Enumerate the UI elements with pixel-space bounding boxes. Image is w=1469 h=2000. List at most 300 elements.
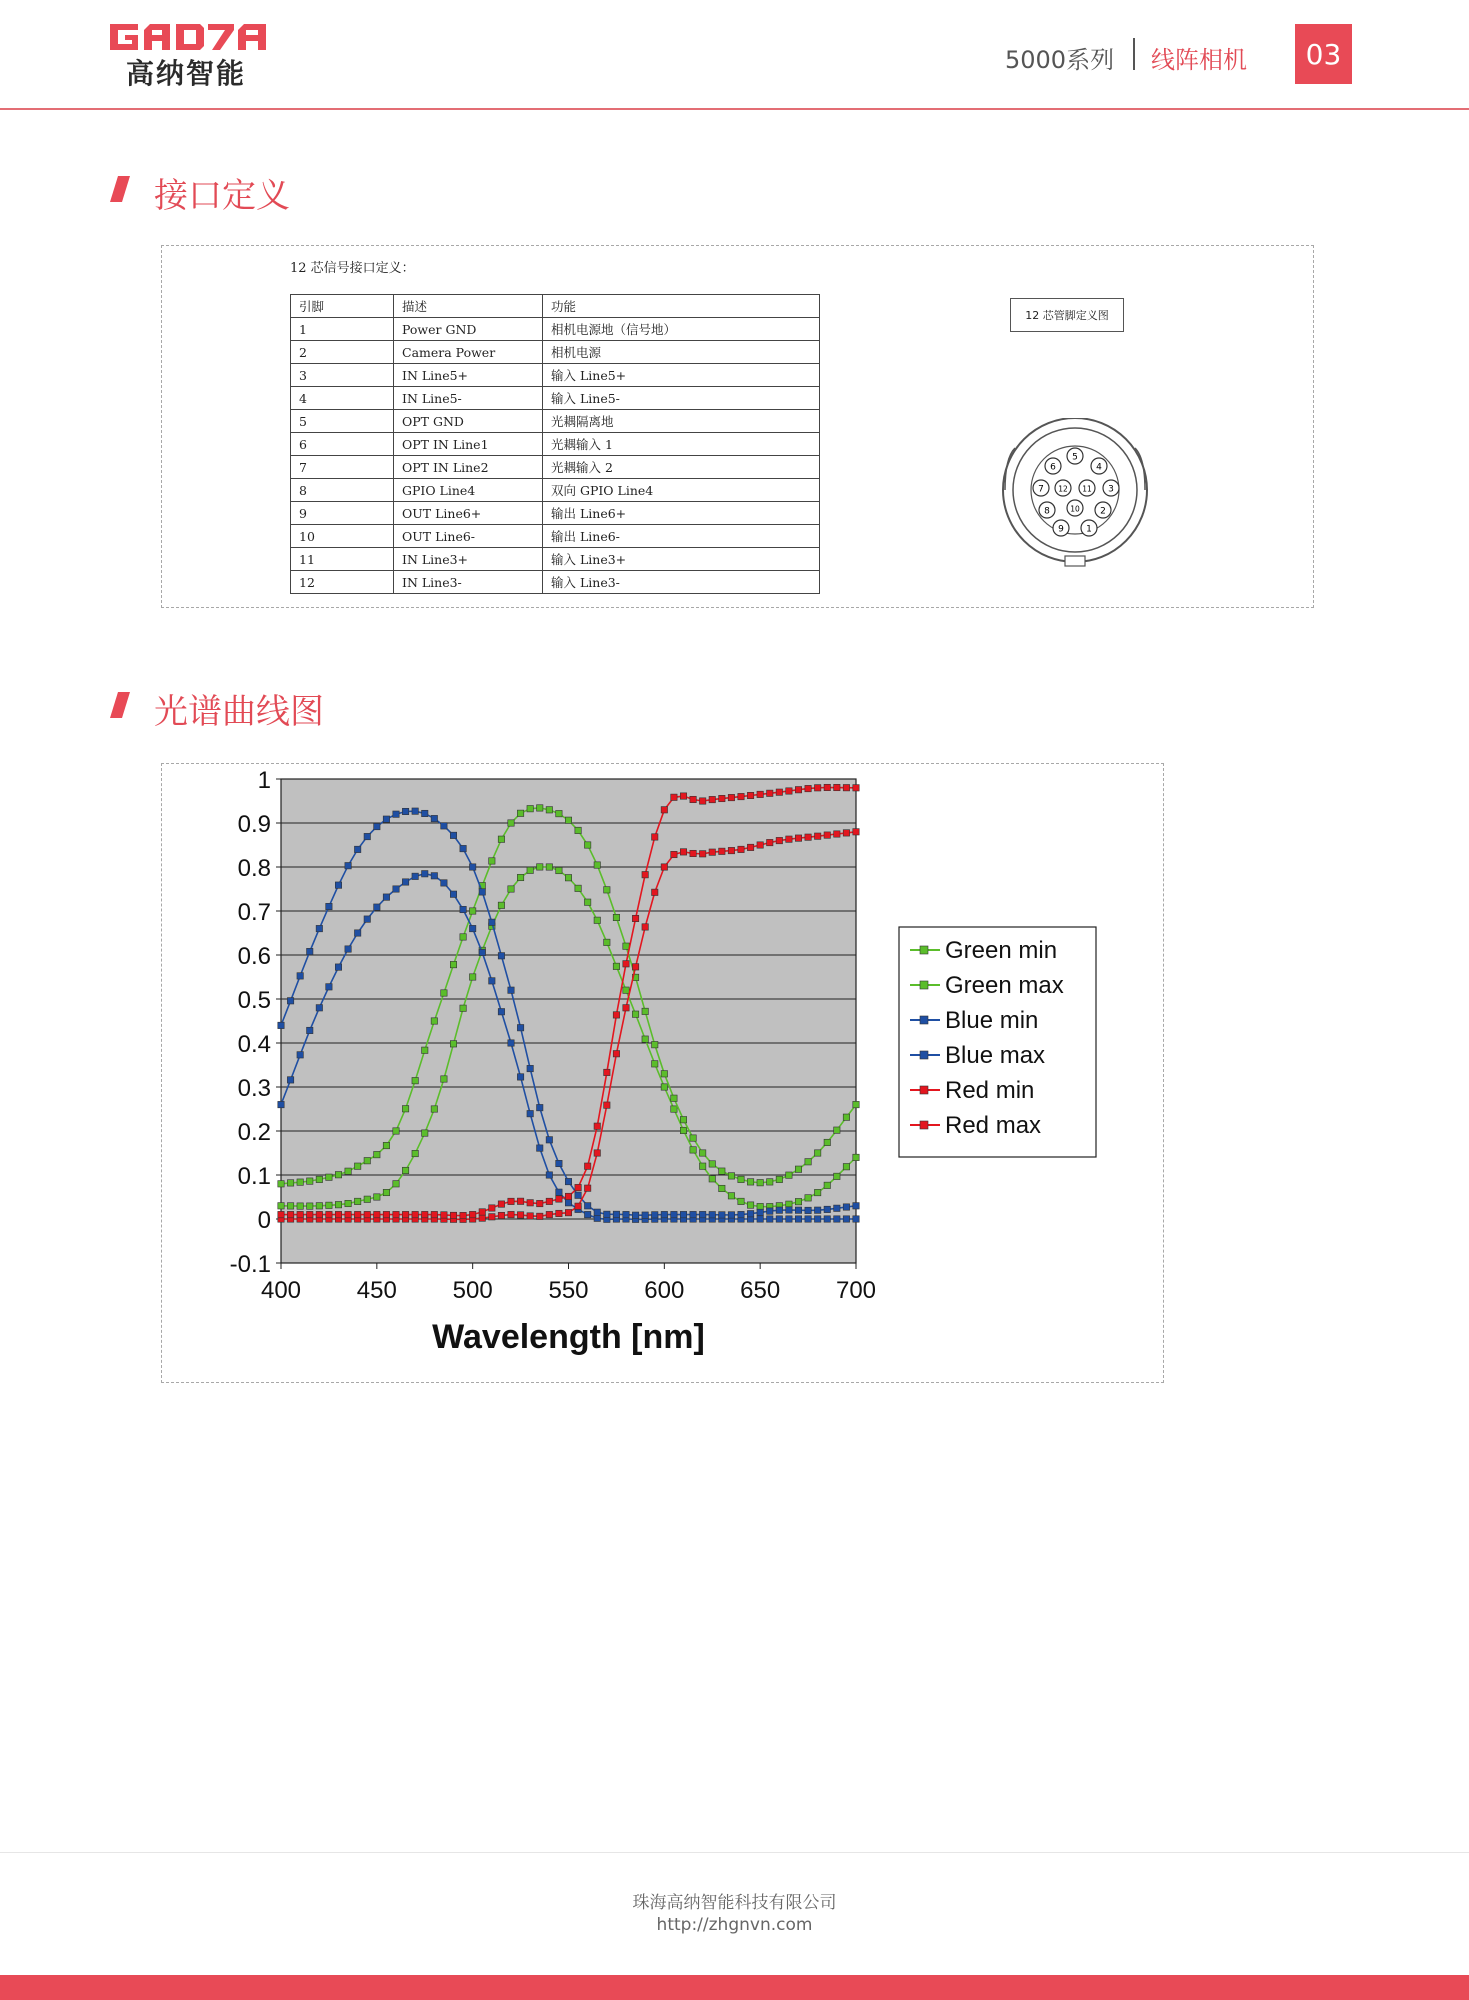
pin-table — [290, 294, 820, 594]
data-point — [757, 842, 763, 848]
data-point — [623, 987, 629, 993]
data-point — [575, 1192, 581, 1198]
table-row — [291, 571, 820, 594]
data-point — [383, 1142, 389, 1148]
data-point — [422, 810, 428, 816]
data-point — [709, 796, 715, 802]
col-function: 功能 — [543, 295, 820, 318]
data-point — [584, 1163, 590, 1169]
data-point — [422, 1130, 428, 1136]
data-point — [374, 1194, 380, 1200]
pin-description: OPT IN Line1 — [394, 433, 543, 456]
data-point — [699, 798, 705, 804]
data-point — [546, 807, 552, 813]
y-tick-label: 0 — [257, 1207, 271, 1234]
y-tick-label: 1 — [257, 767, 271, 794]
data-point — [537, 1145, 543, 1151]
pin-description: IN Line3+ — [394, 548, 543, 571]
pin-description: OUT Line6+ — [394, 502, 543, 525]
data-point — [527, 867, 533, 873]
data-point — [680, 849, 686, 855]
data-point — [527, 1200, 533, 1206]
data-point — [728, 847, 734, 853]
data-point — [747, 792, 753, 798]
data-point — [431, 1106, 437, 1112]
data-point — [278, 1101, 284, 1107]
data-point — [278, 1203, 284, 1209]
data-point — [345, 1168, 351, 1174]
data-point — [546, 864, 552, 870]
data-point — [374, 1151, 380, 1157]
connector-pin-label: 9 — [1058, 524, 1064, 535]
y-tick-label: 0.5 — [237, 987, 271, 1014]
data-point — [297, 1211, 303, 1217]
pin-table-body — [291, 318, 820, 594]
data-point — [795, 1216, 801, 1222]
data-point — [853, 1101, 859, 1107]
data-point — [671, 1106, 677, 1112]
data-point — [642, 1008, 648, 1014]
table-row — [291, 364, 820, 387]
data-point — [613, 1051, 619, 1057]
data-point — [623, 1211, 629, 1217]
data-point — [527, 1213, 533, 1219]
data-point — [690, 850, 696, 856]
legend-label: Red max — [945, 1112, 1042, 1139]
pin-function: 输出 Line6+ — [543, 502, 820, 525]
pin-function: 光耦输入 1 — [543, 433, 820, 456]
data-point — [728, 1212, 734, 1218]
data-point — [824, 784, 830, 790]
data-point — [546, 1172, 552, 1178]
data-point — [316, 1203, 322, 1209]
data-point — [786, 1207, 792, 1213]
data-point — [661, 1084, 667, 1090]
data-point — [795, 1207, 801, 1213]
data-point — [853, 1203, 859, 1209]
data-point — [786, 788, 792, 794]
x-tick-label: 600 — [644, 1277, 685, 1304]
data-point — [575, 885, 581, 891]
data-point — [374, 1211, 380, 1217]
plot-area — [281, 779, 856, 1263]
data-point — [508, 1211, 514, 1217]
data-point — [422, 1211, 428, 1217]
data-point — [786, 1216, 792, 1222]
page-number: 03 — [1295, 24, 1352, 84]
data-point — [489, 1205, 495, 1211]
data-point — [652, 1212, 658, 1218]
data-point — [508, 886, 514, 892]
table-row — [291, 548, 820, 571]
pin-function: 双向 GPIO Line4 — [543, 479, 820, 502]
data-point — [623, 961, 629, 967]
data-point — [556, 867, 562, 873]
data-point — [834, 784, 840, 790]
data-point — [728, 794, 734, 800]
legend-marker — [920, 1016, 928, 1024]
pin-number: 9 — [291, 502, 394, 525]
pin-function: 输入 Line3+ — [543, 548, 820, 571]
data-point — [556, 1189, 562, 1195]
data-point — [326, 1211, 332, 1217]
data-point — [719, 1168, 725, 1174]
pin-description: OUT Line6- — [394, 525, 543, 548]
data-point — [316, 925, 322, 931]
data-point — [422, 1047, 428, 1053]
y-tick-label: 0.2 — [237, 1119, 271, 1146]
data-point — [834, 1205, 840, 1211]
pin-number: 3 — [291, 364, 394, 387]
data-point — [671, 851, 677, 857]
y-tick-label: -0.1 — [229, 1251, 271, 1278]
data-point — [604, 939, 610, 945]
data-point — [767, 1216, 773, 1222]
data-point — [441, 990, 447, 996]
connector-pin-label: 7 — [1038, 484, 1044, 495]
legend-label: Red min — [945, 1077, 1035, 1104]
data-point — [335, 882, 341, 888]
data-point — [632, 964, 638, 970]
data-point — [690, 1147, 696, 1153]
pin-number: 7 — [291, 456, 394, 479]
data-point — [508, 1198, 514, 1204]
table-row — [291, 433, 820, 456]
data-point — [508, 820, 514, 826]
data-point — [441, 880, 447, 886]
data-point — [584, 899, 590, 905]
data-point — [460, 934, 466, 940]
section-slash-icon — [110, 690, 132, 720]
data-point — [489, 978, 495, 984]
data-point — [393, 886, 399, 892]
data-point — [517, 1198, 523, 1204]
header-product: 线阵相机 — [1151, 46, 1247, 74]
data-point — [412, 1150, 418, 1156]
data-point — [652, 834, 658, 840]
data-point — [546, 1198, 552, 1204]
data-point — [364, 833, 370, 839]
data-point — [738, 793, 744, 799]
data-point — [805, 1207, 811, 1213]
data-point — [834, 1216, 840, 1222]
pin-description: IN Line5+ — [394, 364, 543, 387]
data-point — [584, 1211, 590, 1217]
data-point — [431, 873, 437, 879]
data-point — [843, 830, 849, 836]
data-point — [661, 1211, 667, 1217]
data-point — [431, 815, 437, 821]
pin-number: 4 — [291, 387, 394, 410]
data-point — [326, 984, 332, 990]
data-point — [584, 1185, 590, 1191]
data-point — [326, 1202, 332, 1208]
pin-number: 1 — [291, 318, 394, 341]
table-row — [291, 318, 820, 341]
data-point — [853, 1216, 859, 1222]
pin-table-caption: 12 芯信号接口定义： — [290, 261, 415, 276]
data-point — [824, 832, 830, 838]
section-slash-icon — [110, 174, 132, 204]
data-point — [326, 1174, 332, 1180]
data-point — [527, 1065, 533, 1071]
pin-description: IN Line3- — [394, 571, 543, 594]
data-point — [604, 1069, 610, 1075]
data-point — [795, 1198, 801, 1204]
data-point — [479, 1215, 485, 1221]
data-point — [738, 1176, 744, 1182]
x-axis-label: Wavelength [nm] — [432, 1318, 705, 1356]
data-point — [652, 889, 658, 895]
data-point — [747, 844, 753, 850]
data-point — [680, 793, 686, 799]
data-point — [719, 848, 725, 854]
data-point — [565, 817, 571, 823]
data-point — [795, 787, 801, 793]
data-point — [747, 1211, 753, 1217]
data-point — [450, 891, 456, 897]
data-point — [613, 963, 619, 969]
data-point — [565, 875, 571, 881]
data-point — [441, 823, 447, 829]
data-point — [287, 1180, 293, 1186]
pin-description: IN Line5- — [394, 387, 543, 410]
data-point — [786, 1201, 792, 1207]
data-point — [450, 961, 456, 967]
data-point — [699, 1150, 705, 1156]
data-point — [652, 1061, 658, 1067]
data-point — [393, 1211, 399, 1217]
data-point — [402, 1167, 408, 1173]
data-point — [469, 974, 475, 980]
data-point — [853, 1154, 859, 1160]
section-title-text: 光谱曲线图 — [154, 692, 324, 732]
data-point — [575, 1184, 581, 1190]
data-point — [383, 1189, 389, 1195]
data-point — [556, 1210, 562, 1216]
data-point — [508, 987, 514, 993]
data-point — [354, 1211, 360, 1217]
spectral-response-chart — [162, 763, 1163, 1381]
header-separator — [1133, 38, 1135, 70]
connector-pin-label: 2 — [1100, 506, 1106, 517]
data-point — [278, 1181, 284, 1187]
data-point — [278, 1022, 284, 1028]
pin-description: Power GND — [394, 318, 543, 341]
data-point — [431, 1018, 437, 1024]
data-point — [575, 827, 581, 833]
data-point — [623, 1005, 629, 1011]
data-point — [814, 1189, 820, 1195]
data-point — [508, 1040, 514, 1046]
data-point — [287, 998, 293, 1004]
data-point — [680, 1127, 686, 1133]
data-point — [604, 887, 610, 893]
data-point — [364, 1196, 370, 1202]
data-point — [594, 1123, 600, 1129]
data-point — [709, 1161, 715, 1167]
data-point — [642, 924, 648, 930]
data-point — [719, 795, 725, 801]
data-point — [297, 1203, 303, 1209]
pin-number: 5 — [291, 410, 394, 433]
data-point — [517, 1025, 523, 1031]
data-point — [402, 1211, 408, 1217]
connector-pin-label: 8 — [1044, 506, 1050, 517]
data-point — [757, 1216, 763, 1222]
data-point — [469, 908, 475, 914]
data-point — [776, 1207, 782, 1213]
pin-function: 光耦隔离地 — [543, 410, 820, 433]
data-point — [738, 1198, 744, 1204]
data-point — [498, 1201, 504, 1207]
data-point — [537, 1104, 543, 1110]
data-point — [546, 1211, 552, 1217]
data-point — [757, 1203, 763, 1209]
x-tick-label: 500 — [452, 1277, 493, 1304]
data-point — [699, 1211, 705, 1217]
footer-url[interactable]: http://zhgnvn.com — [656, 1915, 813, 1935]
data-point — [824, 1216, 830, 1222]
data-point — [690, 796, 696, 802]
data-point — [613, 1211, 619, 1217]
data-point — [747, 1202, 753, 1208]
data-point — [575, 1203, 581, 1209]
connector-pin-label: 1 — [1086, 524, 1092, 535]
data-point — [517, 874, 523, 880]
data-point — [307, 1178, 313, 1184]
data-point — [594, 862, 600, 868]
data-point — [479, 889, 485, 895]
connector-pin-label: 5 — [1072, 452, 1078, 463]
data-point — [805, 1195, 811, 1201]
data-point — [374, 904, 380, 910]
data-point — [671, 794, 677, 800]
data-point — [450, 832, 456, 838]
pin-number: 12 — [291, 571, 394, 594]
data-point — [680, 1117, 686, 1123]
table-row — [291, 456, 820, 479]
data-point — [757, 791, 763, 797]
pin-description: OPT GND — [394, 410, 543, 433]
data-point — [517, 1212, 523, 1218]
brand-name: 高纳智能 — [126, 57, 247, 90]
data-point — [642, 1036, 648, 1042]
data-point — [287, 1211, 293, 1217]
data-point — [489, 1214, 495, 1220]
data-point — [556, 810, 562, 816]
data-point — [374, 823, 380, 829]
header-series: 5000系列 — [1005, 46, 1115, 74]
data-point — [556, 1196, 562, 1202]
data-point — [412, 1077, 418, 1083]
pin-function: 相机电源 — [543, 341, 820, 364]
pin-description: GPIO Line4 — [394, 479, 543, 502]
pin-function: 光耦输入 2 — [543, 456, 820, 479]
pin-description: OPT IN Line2 — [394, 456, 543, 479]
data-point — [316, 1005, 322, 1011]
pin-function: 相机电源地（信号地） — [543, 318, 820, 341]
data-point — [469, 864, 475, 870]
data-point — [498, 902, 504, 908]
data-point — [469, 1211, 475, 1217]
data-point — [479, 949, 485, 955]
x-tick-label: 550 — [548, 1277, 589, 1304]
data-point — [776, 837, 782, 843]
legend-label: Blue min — [945, 1007, 1039, 1034]
data-point — [738, 846, 744, 852]
footer-bar — [0, 1975, 1469, 2000]
data-point — [307, 1211, 313, 1217]
data-point — [393, 1181, 399, 1187]
data-point — [565, 1193, 571, 1199]
data-point — [307, 1027, 313, 1033]
data-point — [345, 1200, 351, 1206]
data-point — [345, 862, 351, 868]
pin-description: Camera Power — [394, 341, 543, 364]
data-point — [795, 1166, 801, 1172]
data-point — [498, 1212, 504, 1218]
data-point — [489, 858, 495, 864]
data-point — [297, 1052, 303, 1058]
data-point — [843, 784, 849, 790]
data-point — [853, 785, 859, 791]
legend-label: Blue max — [945, 1042, 1046, 1069]
data-point — [661, 1071, 667, 1077]
data-point — [652, 1041, 658, 1047]
data-point — [354, 930, 360, 936]
data-point — [556, 1160, 562, 1166]
footer-divider — [0, 1852, 1469, 1853]
data-point — [584, 1203, 590, 1209]
data-point — [335, 1202, 341, 1208]
data-point — [814, 1150, 820, 1156]
data-point — [776, 1216, 782, 1222]
data-point — [383, 1211, 389, 1217]
data-point — [412, 808, 418, 814]
data-point — [565, 1200, 571, 1206]
data-point — [843, 1164, 849, 1170]
data-point — [719, 1212, 725, 1218]
connector-pin-label: 4 — [1096, 462, 1102, 473]
pin-function: 输入 Line5+ — [543, 364, 820, 387]
data-point — [393, 1128, 399, 1134]
data-point — [671, 1211, 677, 1217]
x-tick-label: 650 — [740, 1277, 781, 1304]
data-point — [853, 829, 859, 835]
data-point — [824, 1182, 830, 1188]
data-point — [402, 1106, 408, 1112]
y-tick-label: 0.9 — [237, 811, 271, 838]
data-point — [786, 1172, 792, 1178]
data-point — [604, 1211, 610, 1217]
legend-marker — [920, 1121, 928, 1129]
table-row — [291, 479, 820, 502]
y-tick-label: 0.8 — [237, 855, 271, 882]
data-point — [450, 1041, 456, 1047]
data-point — [527, 1110, 533, 1116]
data-point — [546, 1137, 552, 1143]
data-point — [824, 1139, 830, 1145]
data-point — [278, 1211, 284, 1217]
data-point — [843, 1114, 849, 1120]
data-point — [632, 915, 638, 921]
data-point — [680, 1211, 686, 1217]
pin-function: 输入 Line5- — [543, 387, 820, 410]
data-point — [786, 836, 792, 842]
data-point — [728, 1173, 734, 1179]
data-point — [814, 785, 820, 791]
